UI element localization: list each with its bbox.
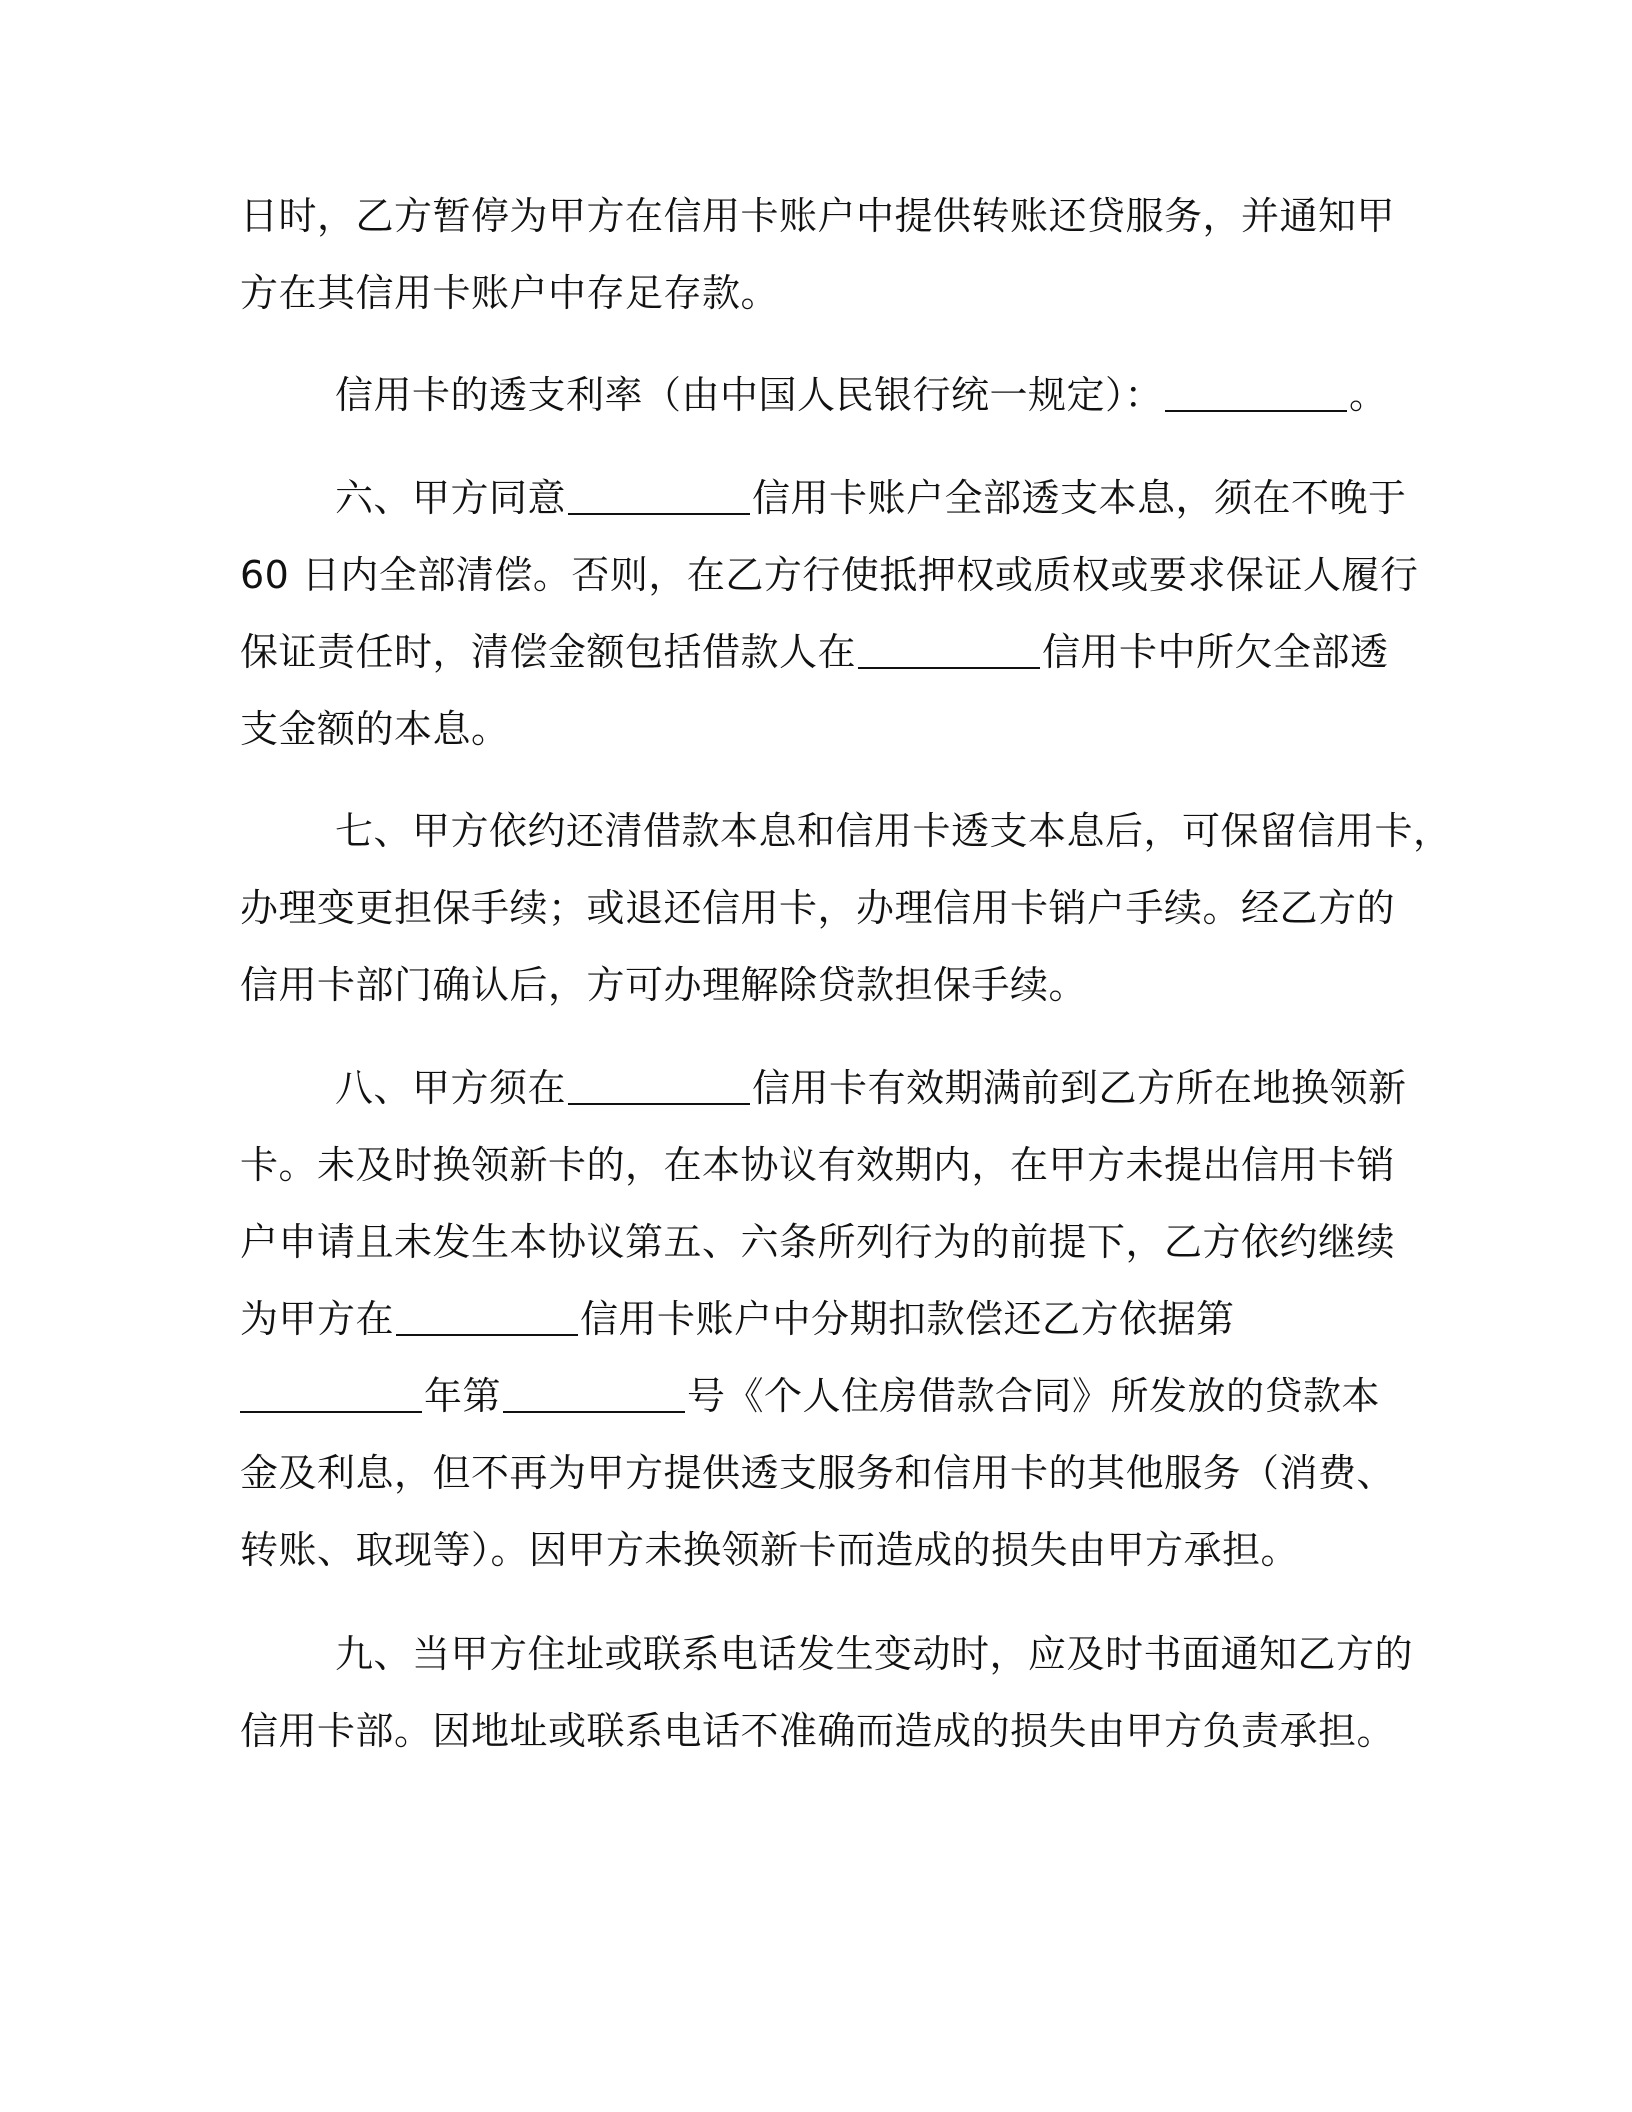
text-line: 方在其信用卡账户中存足存款。: [240, 271, 780, 315]
text-line: 60 日内全部清偿。否则，在乙方行使抵押权或质权或要求保证人履行: [240, 553, 1419, 597]
text-line: 转账、取现等）。因甲方未换领新卡而造成的损失由甲方承担。: [240, 1528, 1300, 1572]
text-line: 信用卡部。因地址或联系电话不准确而造成的损失由甲方负责承担。: [240, 1709, 1396, 1753]
text-line: 七、甲方依约还清借款本息和信用卡透支本息后，可保留信用卡，: [335, 809, 1452, 853]
text-segment: 信用卡账户全部透支本息，须在不晚于: [752, 476, 1407, 520]
paragraph-clause-six: [240, 460, 1419, 768]
text-line: 信用卡部门确认后，方可办理解除贷款担保手续。: [240, 963, 1088, 1007]
text-line: [240, 357, 1400, 434]
text-line: 户申请且未发生本协议第五、六条所列行为的前提下，乙方依约继续: [240, 1220, 1396, 1264]
fill-in-blank: [568, 1067, 750, 1105]
text-segment: 。: [1349, 373, 1388, 417]
fill-in-blank: [568, 477, 750, 515]
text-segment: 六、甲方同意: [335, 476, 567, 520]
paragraph-clause-seven: [240, 793, 1452, 1024]
text-segment: 信用卡的透支利率（由中国人民银行统一规定）：: [335, 373, 1164, 417]
text-segment: 保证责任时，清偿金额包括借款人在: [240, 630, 857, 674]
text-line: 日时，乙方暂停为甲方在信用卡账户中提供转账还贷服务，并通知甲: [240, 194, 1396, 238]
paragraph-transfer-suspension: [240, 178, 1400, 332]
text-line: 卡。未及时换领新卡的，在本协议有效期内，在甲方未提出信用卡销: [240, 1143, 1396, 1187]
text-line: [240, 614, 1400, 691]
fill-in-blank: [503, 1375, 685, 1413]
text-segment: 号《个人住房借款合同》所发放的贷款本: [687, 1374, 1381, 1418]
text-line: 九、当甲方住址或联系电话发生变动时，应及时书面通知乙方的: [335, 1632, 1414, 1676]
text-segment: 为甲方在: [240, 1297, 395, 1341]
text-segment: 信用卡有效期满前到乙方所在地换领新: [752, 1066, 1407, 1110]
paragraph-overdraft-rate: [240, 357, 1400, 434]
fill-in-blank: [858, 631, 1040, 669]
text-line: [240, 1358, 1400, 1435]
text-segment: 八、甲方须在: [335, 1066, 567, 1110]
text-segment: 信用卡账户中分期扣款偿还乙方依据第: [580, 1297, 1235, 1341]
text-line: 金及利息，但不再为甲方提供透支服务和信用卡的其他服务（消费、: [240, 1451, 1396, 1495]
text-line: 办理变更担保手续；或退还信用卡，办理信用卡销户手续。经乙方的: [240, 886, 1396, 930]
fill-in-blank: [1165, 374, 1347, 412]
text-line: [240, 1281, 1400, 1358]
fill-in-blank: [240, 1375, 422, 1413]
text-line: [240, 1050, 1407, 1127]
text-line: 支金额的本息。: [240, 707, 510, 751]
fill-in-blank: [396, 1298, 578, 1336]
text-segment: 信用卡中所欠全部透: [1042, 630, 1389, 674]
paragraph-clause-eight: [240, 1050, 1407, 1589]
paragraph-clause-nine: [240, 1616, 1414, 1770]
text-segment: 年第: [424, 1374, 502, 1418]
text-line: [240, 460, 1407, 537]
